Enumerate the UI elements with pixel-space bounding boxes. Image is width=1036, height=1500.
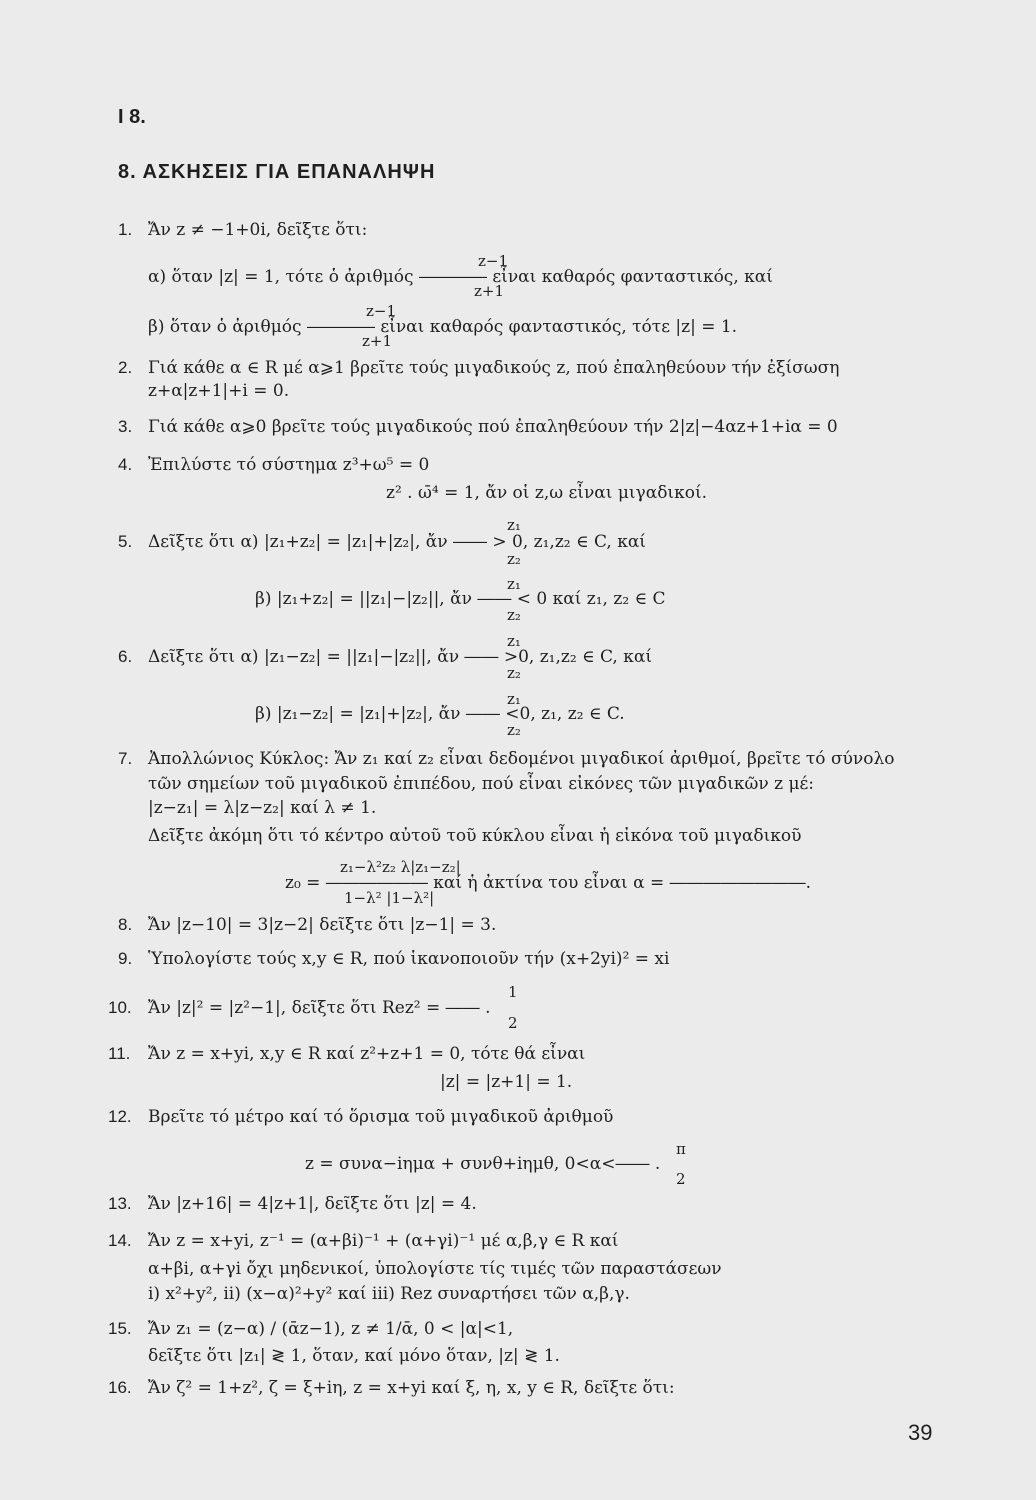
exercise-number: 4. xyxy=(118,455,133,474)
exercise-line: z = συνα−iημα + συνθ+iημθ, 0<α<―― . xyxy=(305,1154,661,1174)
exercise-line: z+α|z+1|+i = 0. xyxy=(148,381,290,401)
exercise-line: Ἄν z ≠ −1+0i, δεῖξτε ὅτι: xyxy=(148,220,368,240)
exercise-line: Γιά κάθε α⩾0 βρεῖτε τούς μιγαδικούς πού ἐπαληθεύουν τήν 2|z|−4αz+1+iα = 0 xyxy=(148,417,838,437)
section-mark: I 8. xyxy=(118,106,146,128)
exercise-number: 12. xyxy=(108,1107,132,1126)
exercise-line: z₀ = ―――――― καί ἡ ἀκτίνα του εἶναι α = ――――――――. xyxy=(285,873,812,893)
exercise-number: 10. xyxy=(108,998,132,1017)
fraction-denominator: z+1 xyxy=(362,332,393,350)
exercise-line: |z| = |z+1| = 1. xyxy=(440,1072,573,1092)
exercise-number: 11. xyxy=(108,1044,131,1063)
exercise-line: i) x²+y², ii) (x−α)²+y² καί iii) Rez συναρτήσει τῶν α,β,γ. xyxy=(148,1284,630,1304)
exercise-number: 2. xyxy=(118,358,133,377)
exercise-line: β) ὅταν ὁ ἀριθμός ―――― εἶναι καθαρός φανταστικός, τότε |z| = 1. xyxy=(148,317,738,337)
exercise-number: 3. xyxy=(118,417,133,436)
fraction-numerator: z₁ xyxy=(507,516,521,534)
fraction-numerator: z−1 xyxy=(366,302,397,320)
fraction-numerator: z₁ xyxy=(507,575,521,593)
page-number: 39 xyxy=(908,1420,933,1445)
exercise-line: Ἄν z = x+yi, z⁻¹ = (α+βi)⁻¹ + (α+γi)⁻¹ μέ α,β,γ ∈ R καί xyxy=(148,1231,619,1251)
exercise-line: Ἀπολλώνιος Κύκλος: Ἄν z₁ καί z₂ εἶναι δεδομένοι μιγαδικοί ἀριθμοί, βρεῖτε τό σύνολο xyxy=(148,749,895,769)
exercise-line: z² . ω̄⁴ = 1, ἄν οἱ z,ω εἶναι μιγαδικοί. xyxy=(386,483,708,503)
exercise-line: Ἄν |z+16| = 4|z+1|, δεῖξτε ὅτι |z| = 4. xyxy=(148,1194,477,1214)
fraction-numerator: z₁ xyxy=(507,690,521,708)
exercise-line: Ὑπολογίστε τούς x,y ∈ R, πού ἱκανοποιοῦν τήν (x+2yi)² = xi xyxy=(148,949,670,969)
exercise-line: τῶν σημείων τοῦ μιγαδικοῦ ἐπιπέδου, πού εἶναι εἰκόνες τῶν μιγαδικῶν z μέ: xyxy=(148,774,815,794)
exercise-line: Γιά κάθε α ∈ R μέ α⩾1 βρεῖτε τούς μιγαδικούς z, πού ἐπαληθεύουν τήν ἐξίσωση xyxy=(148,358,840,378)
exercise-line: Δεῖξτε ὅτι α) |z₁+z₂| = |z₁|+|z₂|, ἄν ―― > 0, z₁,z₂ ∈ C, καί xyxy=(148,532,646,552)
exercise-line: α+βi, α+γi ὄχι μηδενικοί, ὑπολογίστε τίς τιμές τῶν παραστάσεων xyxy=(148,1259,722,1279)
fraction-denominator: z₂ xyxy=(507,550,521,568)
exercise-number: 7. xyxy=(118,749,133,768)
fraction-denominator: z₂ xyxy=(507,664,521,682)
exercise-number: 15. xyxy=(108,1319,132,1338)
exercise-number: 6. xyxy=(118,647,133,666)
fraction-denominator: 1−λ² |1−λ²| xyxy=(344,889,435,907)
exercise-line: |z−z₁| = λ|z−z₂| καί λ ≠ 1. xyxy=(148,798,377,818)
exercise-line: Ἄν z = x+yi, x,y ∈ R καί z²+z+1 = 0, τότε θά εἶναι xyxy=(148,1044,586,1064)
exercise-line: β) |z₁−z₂| = |z₁|+|z₂|, ἄν ―― <0, z₁, z₂ ∈ C. xyxy=(255,704,625,724)
fraction-numerator: π xyxy=(676,1140,686,1158)
exercise-number: 13. xyxy=(108,1194,132,1213)
exercise-number: 14. xyxy=(108,1231,132,1250)
exercise-number: 5. xyxy=(118,532,133,551)
exercise-line: Δεῖξτε ἀκόμη ὅτι τό κέντρο αὐτοῦ τοῦ κύκλου εἶναι ἡ εἰκόνα τοῦ μιγαδικοῦ xyxy=(148,826,802,846)
fraction-numerator: z₁ xyxy=(507,632,521,650)
exercise-line: Βρεῖτε τό μέτρο καί τό ὅρισμα τοῦ μιγαδικοῦ ἀριθμοῦ xyxy=(148,1107,614,1127)
exercise-line: Ἐπιλύστε τό σύστημα z³+ω⁵ = 0 xyxy=(148,455,430,475)
exercise-number: 1. xyxy=(118,220,133,239)
fraction-denominator: z+1 xyxy=(474,282,505,300)
exercise-line: α) ὅταν |z| = 1, τότε ὁ ἀριθμός ―――― εἶναι καθαρός φανταστικός, καί xyxy=(148,267,773,287)
exercise-line: Ἄν |z−10| = 3|z−2| δεῖξτε ὅτι |z−1| = 3. xyxy=(148,915,497,935)
exercise-line: β) |z₁+z₂| = ||z₁|−|z₂||, ἄν ―― < 0 καί z₁, z₂ ∈ C xyxy=(255,589,666,609)
exercise-number: 8. xyxy=(118,915,133,934)
exercise-line: Ἄν ζ² = 1+z², ζ = ξ+iη, z = x+yi καί ξ, η, x, y ∈ R, δεῖξτε ὅτι: xyxy=(148,1378,675,1398)
fraction-denominator: z₂ xyxy=(507,721,521,739)
page-title: 8. ΑΣΚΗΣΕΙΣ ΓΙΑ ΕΠΑΝΑΛΗΨΗ xyxy=(118,161,436,183)
fraction-denominator: 2 xyxy=(676,1170,686,1188)
fraction-numerator: z₁−λ²z₂ λ|z₁−z₂| xyxy=(340,858,461,876)
fraction-numerator: 1 xyxy=(508,983,518,1001)
exercise-line: Ἄν z₁ = (z−α) / (ᾱz−1), z ≠ 1/ᾱ, 0 < |α|<1, xyxy=(148,1319,514,1339)
fraction-denominator: 2 xyxy=(508,1014,518,1032)
exercise-number: 9. xyxy=(118,949,133,968)
exercise-number: 16. xyxy=(108,1378,132,1397)
exercise-line: Δεῖξτε ὅτι α) |z₁−z₂| = ||z₁|−|z₂||, ἄν ―― >0, z₁,z₂ ∈ C, καί xyxy=(148,647,653,667)
exercise-line: Ἄν |z|² = |z²−1|, δεῖξτε ὅτι Rez² = ―― . xyxy=(148,998,491,1018)
fraction-denominator: z₂ xyxy=(507,606,521,624)
fraction-numerator: z−1 xyxy=(478,252,509,270)
exercise-line: δεῖξτε ὅτι |z₁| ≷ 1, ὅταν, καί μόνο ὅταν, |z| ≷ 1. xyxy=(148,1346,560,1366)
